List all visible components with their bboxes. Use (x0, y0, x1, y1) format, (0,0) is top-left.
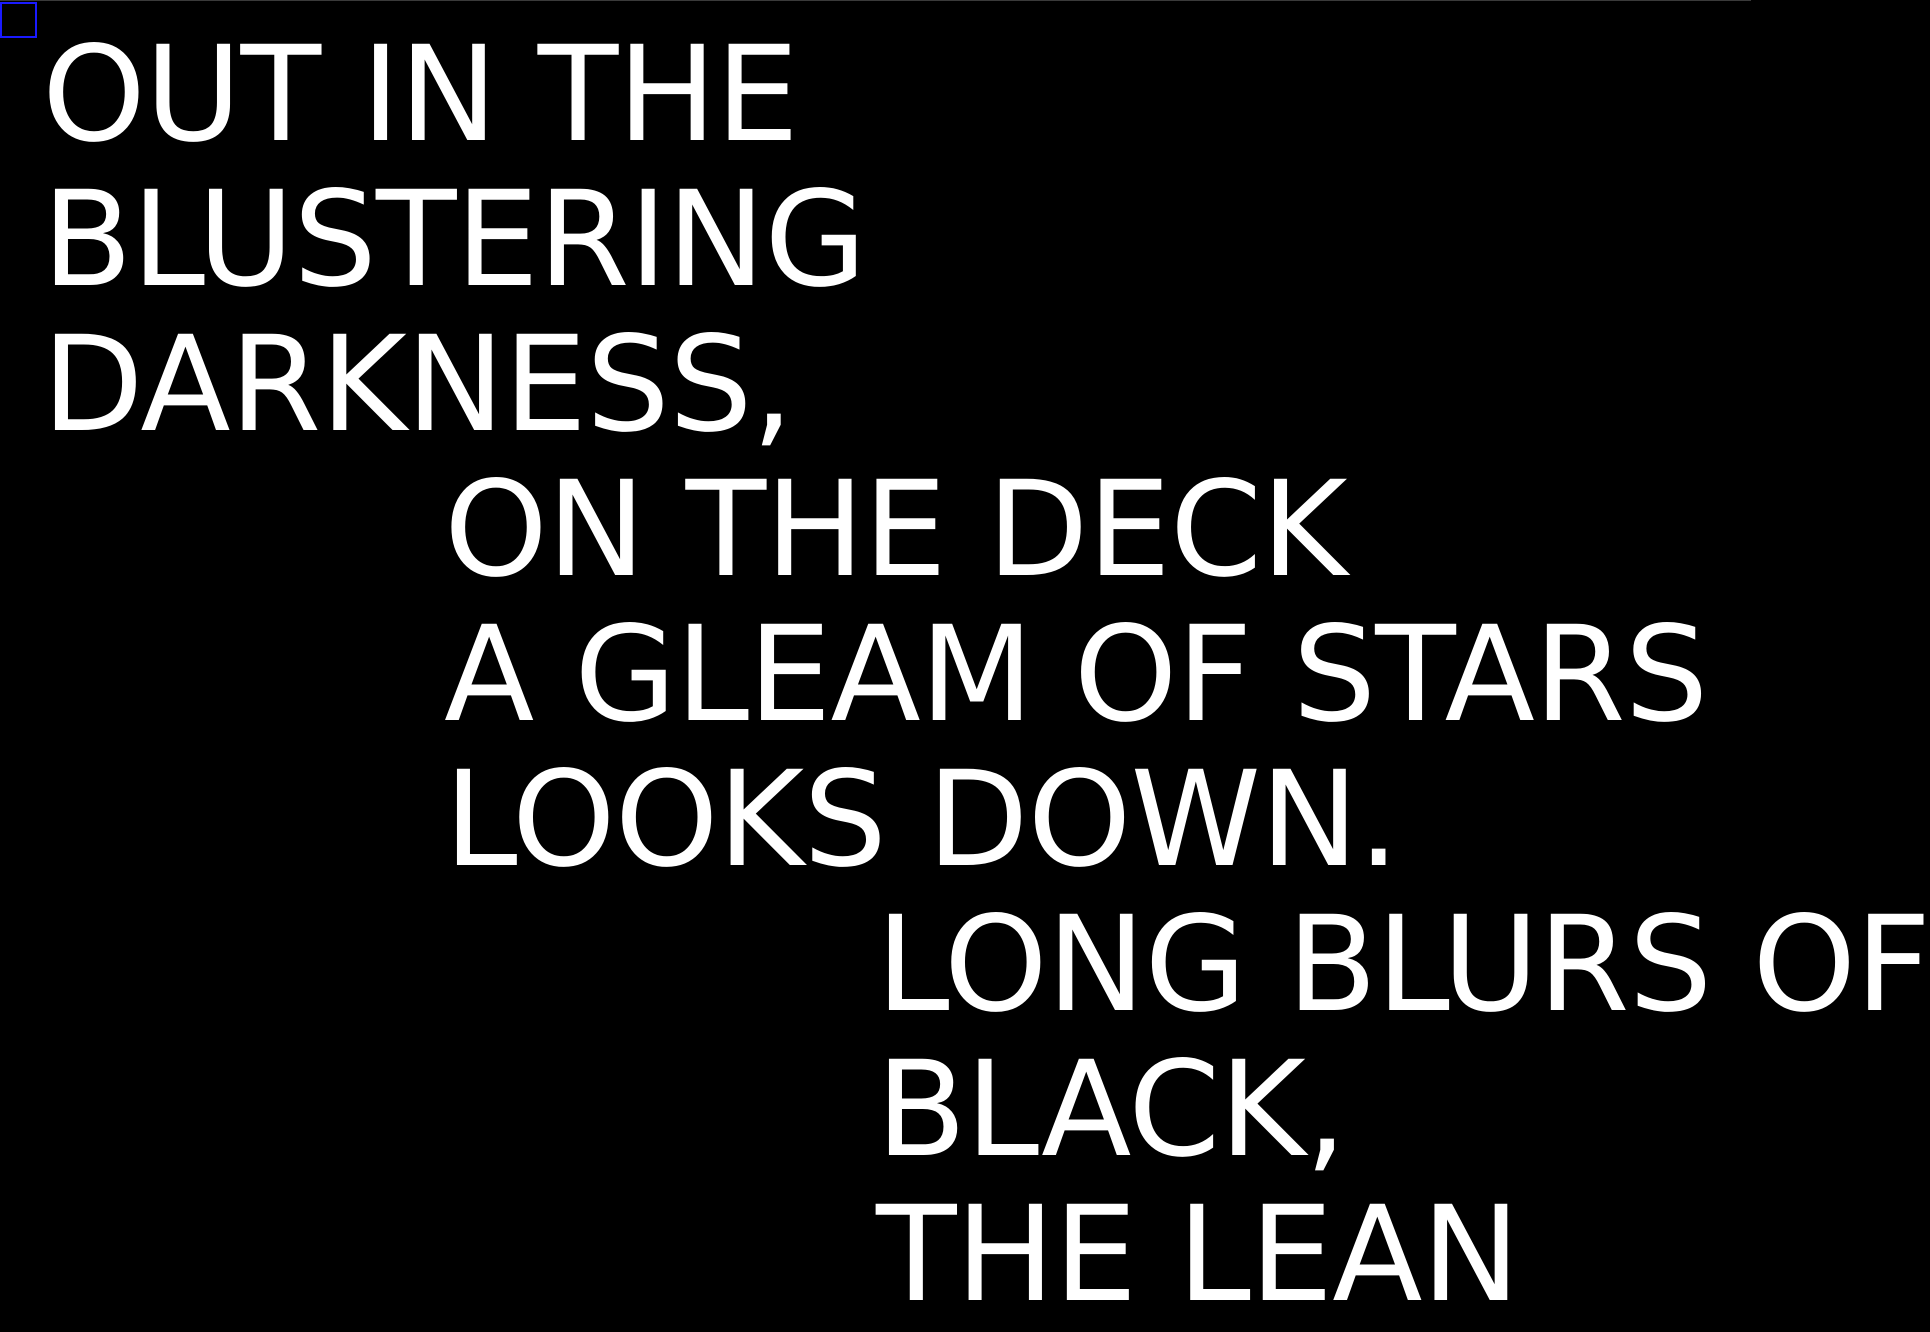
poem-line: DARKNESS, (42, 308, 793, 462)
poem-line: OUT IN THE (42, 18, 799, 172)
poem-line: LOOKS DOWN. (444, 743, 1399, 897)
poem-line: ON THE DECK (444, 453, 1347, 607)
poem-line: LONG BLURS OF (876, 888, 1930, 1042)
poem-line: A GLEAM OF STARS (444, 598, 1708, 752)
poem-text (0, 1, 1930, 1332)
poem-line: THE LEAN (876, 1178, 1520, 1332)
poem-line: BLUSTERING (42, 163, 866, 317)
poem-line: BLACK, (876, 1033, 1346, 1187)
